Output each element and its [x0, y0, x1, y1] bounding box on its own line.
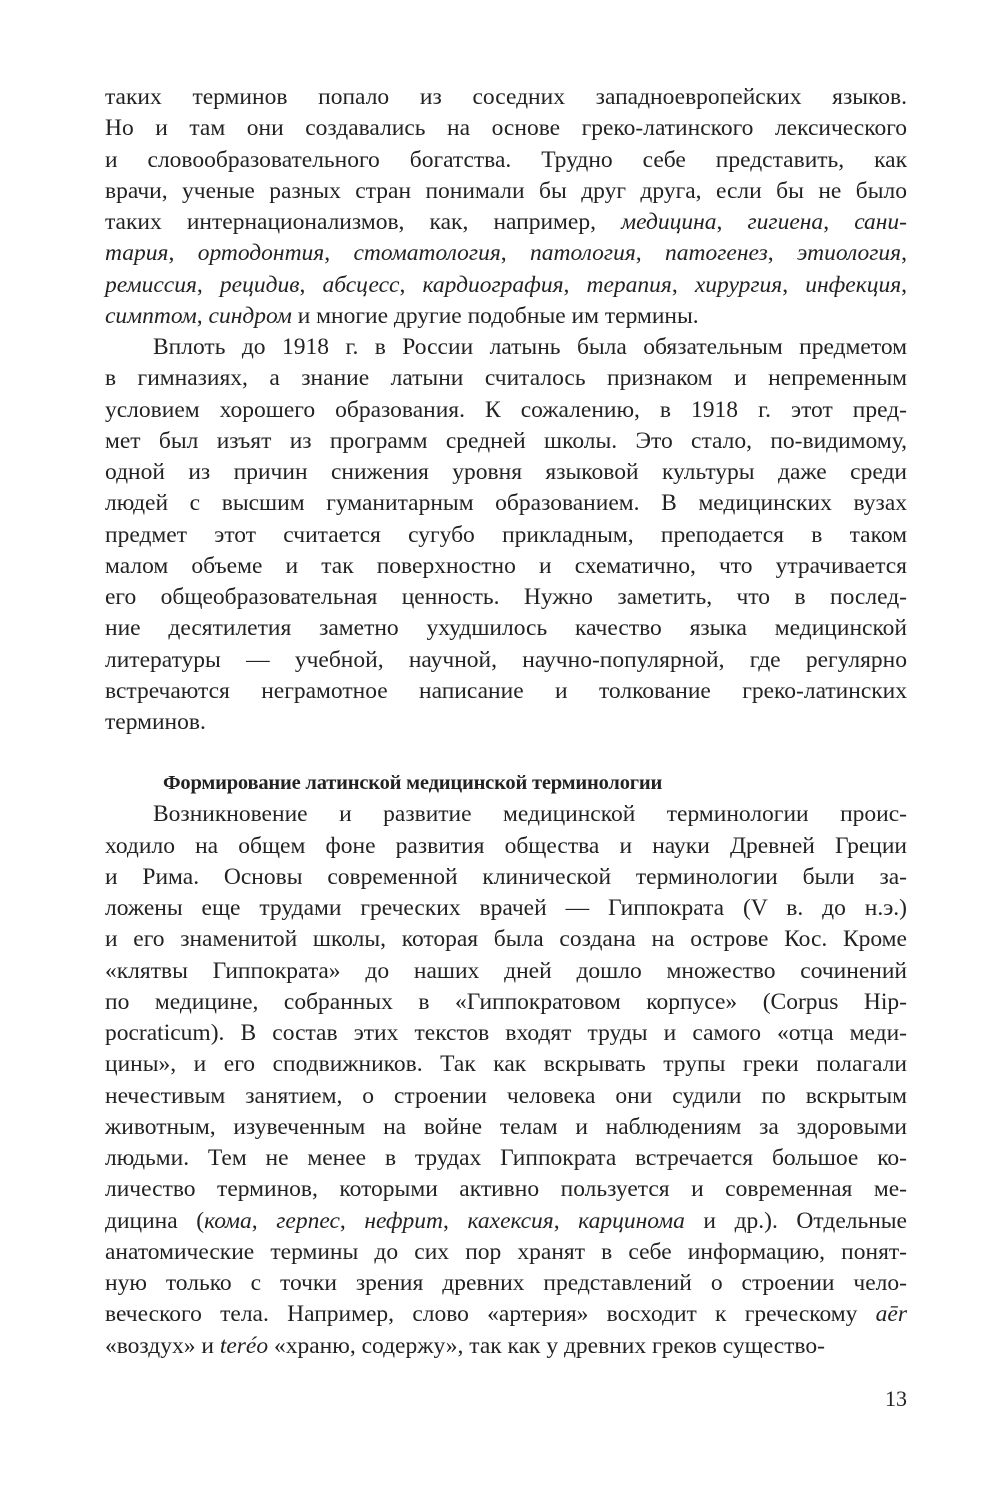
text-line — [105, 332, 907, 363]
text-run: Но и там они создавались на основе греко-латинского лексического — [105, 115, 907, 142]
text-line — [105, 301, 907, 332]
text-line — [105, 1299, 907, 1330]
italic-term: хирургия — [694, 271, 783, 298]
text-line — [105, 1174, 907, 1205]
text-run: малом объеме и так поверхностно и схематично, что утрачивается — [105, 552, 907, 579]
text-line — [105, 426, 907, 457]
text-run: цины», и его сподвижников. Так как вскрывать трупы греки полагали — [105, 1051, 907, 1078]
text-run: животным, изувеченным на войне телам и наблюдениям за здоровыми — [105, 1113, 907, 1140]
text-run: его общеобразовательная ценность. Нужно заметить, что в послед- — [105, 584, 907, 610]
text-run: и др.). Отдельные — [684, 1207, 907, 1234]
italic-term: ремиссия — [105, 271, 197, 298]
text-line — [105, 207, 907, 238]
intro-section — [105, 82, 907, 738]
text-run: , — [553, 1207, 579, 1234]
text-line — [105, 1018, 907, 1049]
text-line — [105, 551, 907, 582]
italic-term: синдром — [208, 302, 292, 329]
text-run: по медицине, собранных в «Гиппократовом корпусе» (Corpus Hip- — [105, 988, 907, 1015]
text-run: нечестивым занятием, о строении человека они судили по вскрытым — [105, 1082, 907, 1109]
text-line — [105, 1268, 907, 1299]
text-line — [105, 238, 907, 269]
terminology-section — [105, 799, 907, 1362]
text-run: , — [168, 240, 198, 267]
text-run: «воздух» и — [105, 1332, 220, 1359]
italic-term: абсцесс — [322, 271, 400, 298]
text-line — [105, 457, 907, 488]
italic-term: сани- — [854, 209, 907, 235]
text-run: дицина ( — [105, 1207, 205, 1234]
text-run: , — [901, 240, 907, 267]
text-line — [105, 862, 907, 893]
italic-term: симптом — [105, 302, 197, 329]
text-run: «клятвы Гиппократа» до наших дней дошло множество сочинений — [105, 957, 907, 984]
text-run: ложены еще трудами греческих врачей — Гиппократа (V в. до н.э.) — [105, 895, 907, 921]
text-run: мет был изъят из программ средней школы. Это стало, по-видимому, — [105, 427, 907, 454]
text-run: , — [767, 240, 798, 267]
italic-term: ортодонтия — [197, 240, 325, 267]
text-run: и многие другие подобные им термины. — [291, 302, 699, 329]
text-line — [105, 956, 907, 987]
text-run: литературы — учебной, научной, научно-популярной, где регулярно — [105, 646, 907, 673]
text-line — [105, 1206, 907, 1237]
text-run: , — [635, 240, 666, 267]
italic-term: тария — [105, 240, 169, 267]
text-run: , — [196, 302, 209, 329]
text-run: людьми. Тем не менее в трудах Гиппократа встречается большое ко- — [105, 1145, 907, 1171]
text-run: предмет этот считается сугубо прикладным, преподается в таком — [105, 521, 907, 548]
italic-term: кахексия — [467, 1207, 554, 1234]
text-line — [105, 520, 907, 551]
text-line — [105, 176, 907, 207]
text-line — [105, 82, 907, 113]
text-run: , — [324, 240, 354, 267]
text-run: в гимназиях, а знание латыни считалось признаком и непременным — [105, 365, 907, 392]
text-line — [105, 1112, 907, 1143]
italic-term: этиология — [797, 240, 902, 267]
text-line — [105, 113, 907, 144]
italic-term: медицина — [621, 209, 717, 235]
italic-term: teréo — [219, 1332, 269, 1359]
text-run: , — [196, 271, 220, 298]
italic-term: кардиография — [422, 271, 564, 298]
text-run: , — [500, 240, 530, 267]
paragraph — [105, 799, 907, 1362]
text-run: , — [399, 271, 423, 298]
text-run: ную только с точки зрения древних представлений о строении чело- — [105, 1270, 907, 1296]
text-line — [105, 1081, 907, 1112]
text-run: , — [671, 271, 695, 298]
text-line — [105, 613, 907, 644]
text-run: , — [443, 1207, 468, 1234]
text-run: встречаются неграмотное написание и толкование греко-латинских — [105, 677, 907, 704]
italic-term: герпес — [276, 1207, 340, 1234]
text-run: Возникновение и развитие медицинской терминологии проис- — [153, 801, 907, 828]
italic-term: карцинома — [578, 1207, 685, 1234]
text-line — [105, 924, 907, 955]
italic-term: гигиена — [747, 209, 824, 235]
text-run: терминов. — [105, 709, 206, 735]
text-line — [105, 145, 907, 176]
text-run: , — [299, 271, 323, 298]
italic-term: рецидив — [219, 271, 300, 298]
text-line — [105, 1331, 907, 1362]
section-gap — [105, 738, 907, 768]
text-line — [105, 363, 907, 394]
text-line — [105, 270, 907, 301]
text-line — [105, 395, 907, 426]
text-run: личество терминов, которыми активно пользуется и современная ме- — [105, 1176, 907, 1203]
text-run: pocraticum). В состав этих текстов входят труды и самого «отца меди- — [105, 1020, 907, 1046]
text-run: врачи, ученые разных стран понимали бы друг друга, если бы не было — [105, 177, 907, 204]
text-line — [105, 1143, 907, 1174]
text-run: и Рима. Основы современной клинической терминологии были за- — [105, 863, 907, 890]
text-line — [105, 831, 907, 862]
italic-term: инфекция — [805, 271, 902, 298]
text-run: ние десятилетия заметно ухудшилось качество языка медицинской — [105, 615, 907, 642]
text-line — [105, 676, 907, 707]
italic-term: стоматология — [353, 240, 501, 267]
text-run: таких интернационализмов, как, например, — [105, 209, 622, 235]
italic-term: терапия — [586, 271, 672, 298]
text-line — [105, 707, 907, 738]
text-run: одной из причин снижения уровня языковой культуры даже среди — [105, 459, 907, 485]
italic-term: патология — [530, 240, 636, 267]
text-line — [105, 987, 907, 1018]
text-run: , — [901, 271, 908, 298]
text-run: «храню, содержу», так как у древних греков существо- — [268, 1332, 825, 1359]
text-run: , — [339, 1207, 365, 1234]
text-line — [105, 1237, 907, 1268]
text-run: веческого тела. Например, слово «артерия» восходит к греческому — [105, 1301, 876, 1328]
section-heading: Формирование латинской медицинской терминологии — [163, 772, 663, 795]
text-run: , — [823, 209, 855, 235]
page-number: 13 — [885, 1386, 907, 1411]
text-run: людей с высшим гуманитарным образованием. В медицинских вузах — [105, 490, 907, 517]
text-run: , — [563, 271, 587, 298]
text-line — [105, 645, 907, 676]
text-line — [105, 893, 907, 924]
text-run: , — [782, 271, 806, 298]
paragraph — [105, 332, 907, 738]
text-run: Вплоть до 1918 г. в России латынь была обязательным предметом — [153, 334, 907, 360]
text-line — [105, 582, 907, 613]
text-run: и его знаменитой школы, которая была создана на острове Кос. Кроме — [105, 926, 907, 953]
text-run: ходило на общем фоне развития общества и науки Древней Греции — [105, 832, 907, 859]
text-run: , — [716, 209, 748, 235]
italic-term: aēr — [875, 1301, 907, 1328]
text-line — [105, 488, 907, 519]
page-body — [105, 82, 907, 1362]
italic-term: нефрит — [364, 1207, 444, 1234]
text-run: , — [251, 1207, 277, 1234]
text-run: и словообразовательного богатства. Трудно себе представить, как — [105, 146, 907, 173]
italic-term: патогенез — [665, 240, 768, 267]
text-run: условием хорошего образования. К сожалению, в 1918 г. этот пред- — [105, 396, 907, 423]
text-run: анатомические термины до сих пор хранят в себе информацию, понят- — [105, 1238, 907, 1265]
text-run: таких терминов попало из соседних западноевропейских языков. — [105, 84, 907, 110]
text-line — [105, 1049, 907, 1080]
paragraph — [105, 82, 907, 332]
italic-term: кома — [204, 1207, 252, 1234]
text-line — [105, 799, 907, 830]
